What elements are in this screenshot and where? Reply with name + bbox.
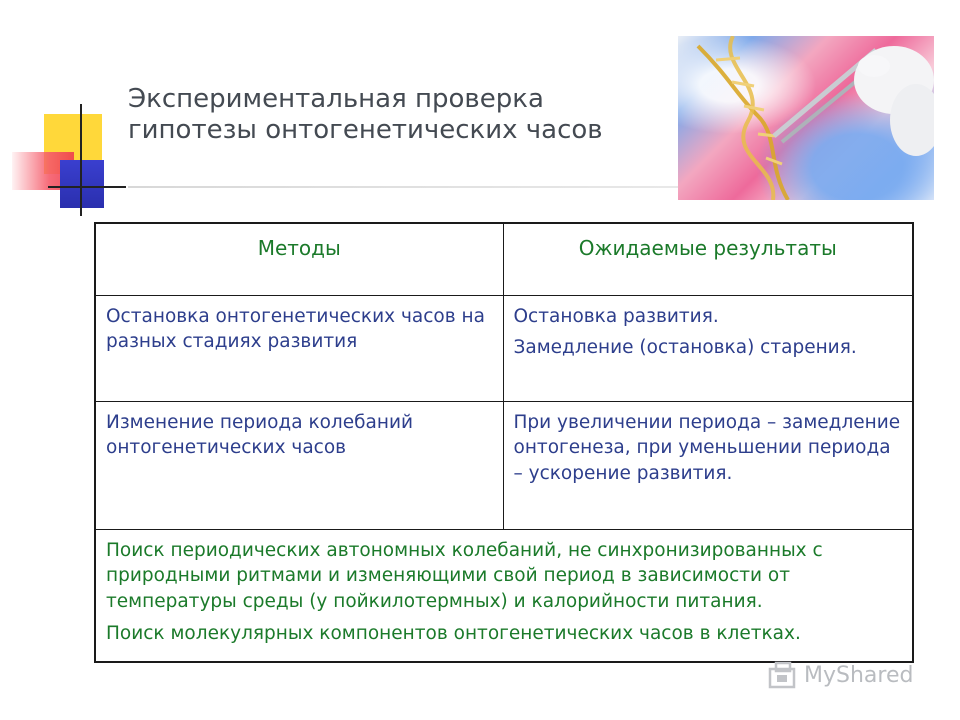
footer-paragraph: Поиск периодических автономных колебаний, не синхронизированных с природными ритмами и изменяющими свой период в зависимости от температуры среды (у пойкилотермных) и калорийности питания.	[106, 539, 823, 613]
method-cell	[95, 295, 503, 401]
result-text: Остановка развития.	[513, 305, 719, 327]
footer-cell	[95, 529, 913, 662]
decor-horizontal-line	[48, 186, 126, 188]
method-cell	[95, 401, 503, 529]
slide-title-line-2: гипотезы онтогенетических часов	[128, 115, 603, 146]
table-row	[95, 295, 913, 401]
decor-vertical-line	[80, 104, 82, 216]
table-row	[95, 401, 913, 529]
header-methods: Методы	[95, 223, 503, 295]
watermark	[768, 660, 913, 690]
table-footer-row	[95, 529, 913, 662]
dna-tweezers-photo	[678, 36, 934, 200]
result-cell	[503, 401, 913, 529]
myshared-logo-icon	[768, 661, 798, 689]
result-cell	[503, 295, 913, 401]
dna-helix-illustration	[678, 36, 934, 200]
watermark-text: MyShared	[804, 662, 914, 688]
method-text: Изменение периода колебаний онтогенетических часов	[106, 411, 414, 459]
methods-results-table	[94, 222, 914, 663]
result-text: При увеличении периода – замедление онтогенеза, при уменьшении периода – ускорение развития.	[513, 411, 901, 485]
decor-blue-square	[60, 160, 104, 208]
method-text: Остановка онтогенетических часов на разных стадиях развития	[106, 305, 485, 353]
header-expected-results: Ожидаемые результаты	[503, 223, 913, 295]
result-text: Замедление (остановка) старения.	[513, 337, 857, 359]
slide-title	[128, 84, 603, 146]
footer-paragraph: Поиск молекулярных компонентов онтогенетических часов в клетках.	[106, 623, 801, 645]
slide-title-line-1: Экспериментальная проверка	[128, 84, 544, 114]
table-header-row	[95, 223, 913, 295]
title-underline	[128, 186, 678, 188]
